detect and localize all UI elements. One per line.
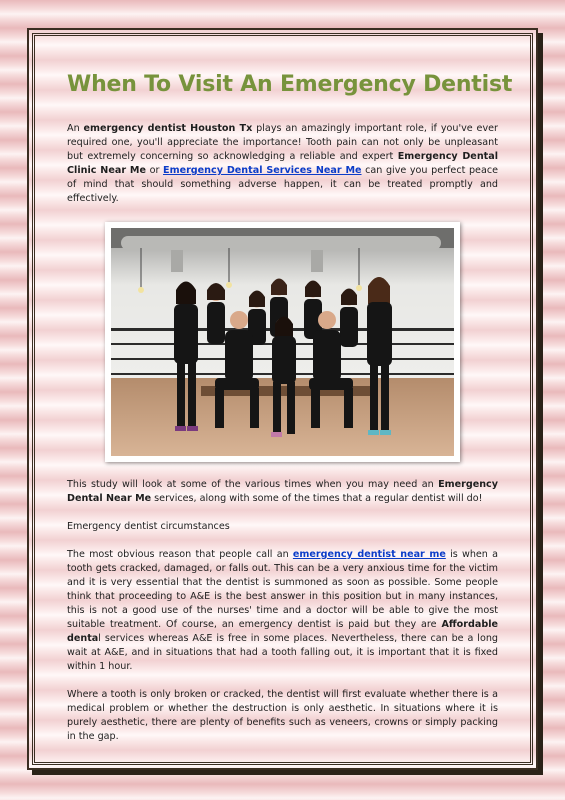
intro-text-2: plays an amazingly important role, if you've ever required one, you'll appreciate the importance! Tooth pain can not only be unpleasant but extremely concerning so acknowledging a reliable and expert: [67, 123, 498, 162]
obvious-reason-paragraph: [67, 548, 498, 674]
emergency-dentist-near-me-link[interactable]: emergency dentist near me: [292, 549, 446, 560]
pendant-light: [138, 287, 144, 293]
study-text-2: services, along with some of the times that a regular dentist will do!: [151, 493, 483, 504]
document-body: [67, 68, 513, 744]
team-photo: [105, 222, 460, 462]
obvious-bold-keyword: Affordable denta: [67, 619, 498, 644]
section-subheading: Emergency dentist circumstances: [67, 521, 230, 532]
obvious-text-2: is when a tooth gets cracked, damaged, or falls out. This can be a very anxious time for the victim and it is very essential that the dentist is summoned as soon as possible. Some people think that proceeding to A&E is the best answer in this position but in many instances, this is not a good use of the nurses' time and a doctor will be able to give the most suitable treatment. Of course, an emergency dentist is paid but they are: [67, 549, 499, 630]
intro-text-1: An: [67, 123, 84, 134]
page-title: When To Visit An Emergency Dentist: [67, 72, 513, 97]
team-photo-illustration: [111, 228, 454, 456]
intro-bold-keyword-1: emergency dentist Houston Tx: [83, 123, 253, 134]
broken-tooth-paragraph: Where a tooth is only broken or cracked, the dentist will first evaluate whether there is a medical problem or whether the destruction is only aesthetic. In situations where it is purely aesthetic, there are plenty of benefits such as veneers, crowns or simply packing in the gap.: [67, 689, 498, 742]
intro-bold-keyword-2: Emergency Dental Clinic Near Me: [67, 151, 498, 176]
study-text-1: This study will look at some of the various times when you may need an: [67, 479, 439, 490]
study-paragraph: [67, 478, 498, 506]
intro-paragraph: [67, 122, 498, 206]
intro-text-4: can give you perfect peace of mind that should something adverse happen, it can be treated promptly and effectively.: [67, 165, 498, 204]
emergency-dental-services-link[interactable]: Emergency Dental Services Near Me: [163, 165, 362, 176]
photo-duct: [121, 236, 441, 250]
intro-text-3: or: [146, 165, 164, 176]
obvious-text-1: The most obvious reason that people call an: [67, 549, 293, 560]
study-bold-keyword: Emergency Dental Near Me: [67, 479, 498, 504]
obvious-text-3: l services whereas A&E is free in some places. Nevertheless, there can be a long wait at A&E, and in situations that had a tooth falling out, it is important that it is fixed within 1 hour.: [67, 633, 498, 672]
